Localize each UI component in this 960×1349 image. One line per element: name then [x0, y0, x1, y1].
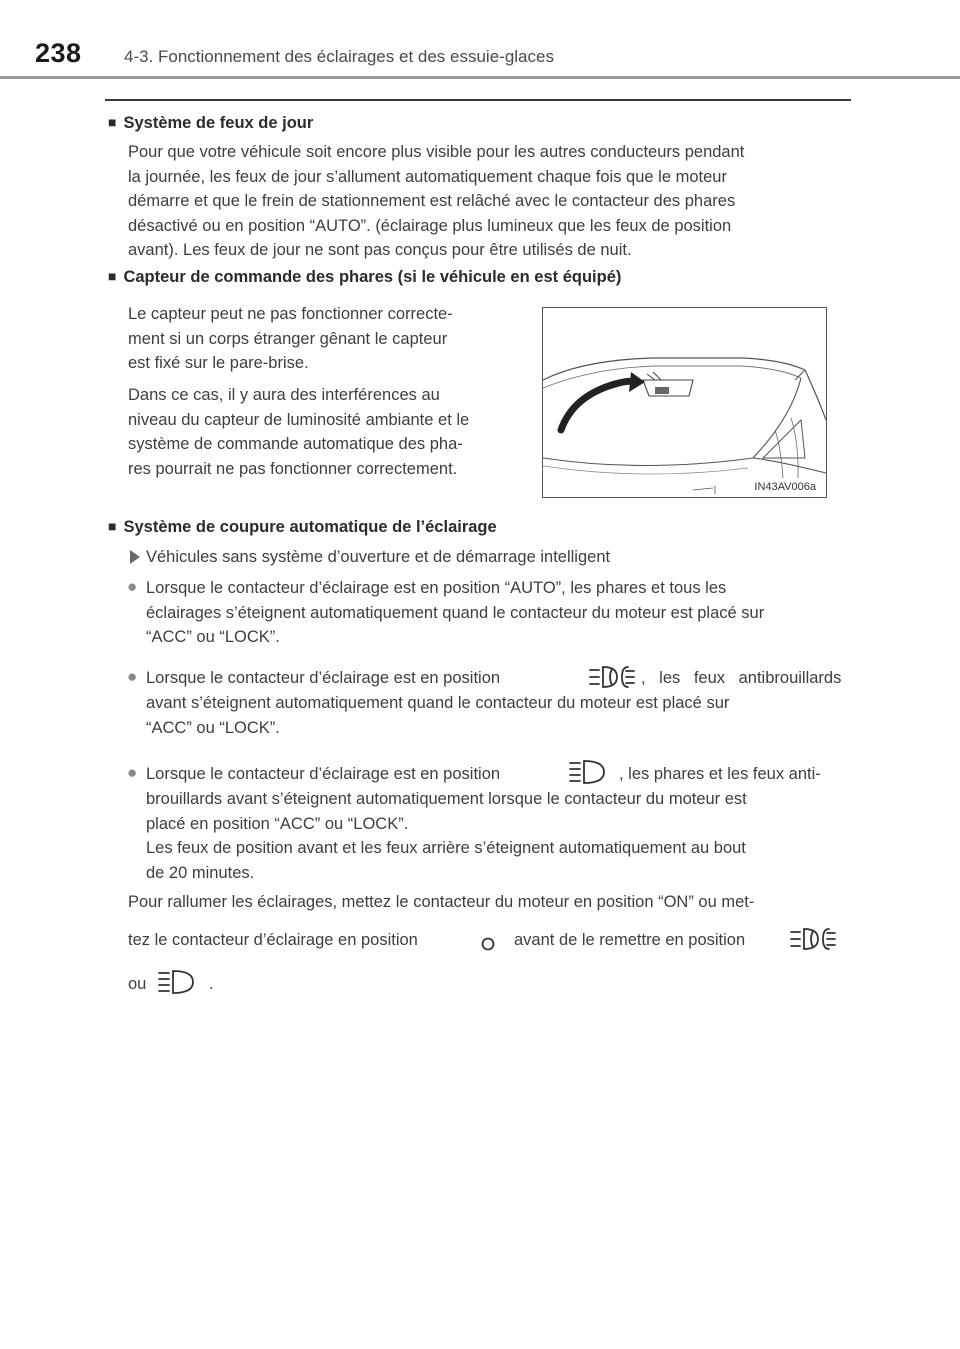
figure-caption: IN43AV006a	[754, 481, 816, 493]
square-bullet-icon: ■	[108, 114, 117, 130]
section-body-daytime-lights	[128, 140, 850, 263]
bullet-headlight-line-end: , les phares et les feux anti-	[619, 765, 821, 783]
body-line: Les feux de position avant et les feux arrière s’éteignent automatiquement au bout	[146, 839, 746, 857]
body-line: de 20 minutes.	[146, 863, 255, 882]
bullet-headlight-continuation	[146, 787, 851, 885]
body-line: la journée, les feux de jour s’allument automatiquement chaque fois que le moteur	[128, 167, 727, 186]
body-line: Dans ce cas, il y aura des interférences au	[128, 386, 440, 404]
bullet-fog-line-end: , les feux antibrouillards	[641, 669, 842, 687]
closing-line-3-start: ou	[128, 975, 147, 993]
body-line: ment si un corps étranger gênant le capteur	[128, 329, 448, 348]
sensor-paragraph-2	[128, 383, 517, 481]
closing-line-2-start: tez le contacteur d’éclairage en position	[128, 931, 418, 949]
body-line: avant s’éteignent automatiquement quand le contacteur du moteur est placé sur	[146, 694, 730, 712]
headlight-icon	[568, 758, 608, 786]
body-line: Le capteur peut ne pas fonctionner correcte-	[128, 305, 453, 323]
body-line: “ACC” ou “LOCK”.	[146, 628, 280, 646]
page-number: 238	[35, 38, 82, 68]
body-line: avant). Les feux de jour ne sont pas conçus pour être utilisés de nuit.	[128, 241, 632, 259]
body-line: brouillards avant s’éteignent automatiquement lorsque le contacteur du moteur est	[146, 790, 747, 808]
triangle-bullet-icon	[130, 550, 140, 564]
closing-line-1: Pour rallumer les éclairages, mettez le contacteur du moteur en position “ON” ou met-	[128, 893, 755, 911]
bullet-fog-line-start: Lorsque le contacteur d’éclairage est en position	[146, 669, 501, 687]
circle-bullet-icon: ●	[127, 763, 138, 782]
square-bullet-icon: ■	[108, 518, 117, 534]
lights-off-icon	[478, 934, 498, 954]
windshield-illustration	[543, 308, 826, 497]
body-line: Lorsque le contacteur d’éclairage est en position “AUTO”, les phares et tous les	[146, 579, 727, 597]
body-line: placé en position “ACC” ou “LOCK”.	[146, 814, 409, 833]
circle-bullet-icon: ●	[127, 667, 138, 686]
square-bullet-icon: ■	[108, 268, 117, 284]
body-line: démarre et que le frein de stationnement est relâché avec le contacteur des phares	[128, 192, 736, 210]
body-line: Pour que votre véhicule soit encore plus visible pour les autres conducteurs pendant	[128, 143, 745, 161]
bullet-auto-position	[146, 576, 851, 650]
body-line: éclairages s’éteignent automatiquement quand le contacteur du moteur est placé sur	[146, 603, 765, 622]
front-fog-light-icon	[588, 664, 636, 690]
bullet-fog-continuation	[146, 691, 851, 740]
body-line: “ACC” ou “LOCK”.	[146, 718, 280, 737]
body-line: est fixé sur le pare-brise.	[128, 354, 309, 372]
section-heading-light-sensor: ■ Capteur de commande des phares (si le véhicule en est équipé)	[108, 268, 622, 286]
body-line: système de commande automatique des pha-	[128, 435, 463, 453]
sensor-paragraph-1	[128, 302, 517, 376]
body-line: niveau du capteur de luminosité ambiante et le	[128, 410, 470, 429]
section-heading-auto-cutoff: ■ Système de coupure automatique de l’éclairage	[108, 518, 497, 536]
content-top-divider	[105, 99, 851, 101]
section-heading-daytime-lights: ■ Système de feux de jour	[108, 114, 314, 132]
closing-line-2-middle: avant de le remettre en position	[514, 931, 746, 949]
front-fog-light-icon	[789, 926, 837, 952]
closing-line-3-end: .	[209, 975, 214, 993]
body-line: res pourrait ne pas fonctionner correctement.	[128, 459, 458, 478]
subheading-vehicle-type: Véhicules sans système d’ouverture et de démarrage intelligent	[146, 548, 611, 566]
windshield-sensor-figure	[542, 307, 827, 498]
header-divider	[0, 76, 960, 79]
chapter-title: 4-3. Fonctionnement des éclairages et des essuie-glaces	[124, 47, 554, 66]
bullet-headlight-line-start: Lorsque le contacteur d’éclairage est en position	[146, 765, 501, 783]
headlight-icon	[157, 968, 197, 996]
body-line: désactivé ou en position “AUTO”. (éclairage plus lumineux que les feux de position	[128, 216, 732, 235]
circle-bullet-icon: ●	[127, 577, 138, 596]
